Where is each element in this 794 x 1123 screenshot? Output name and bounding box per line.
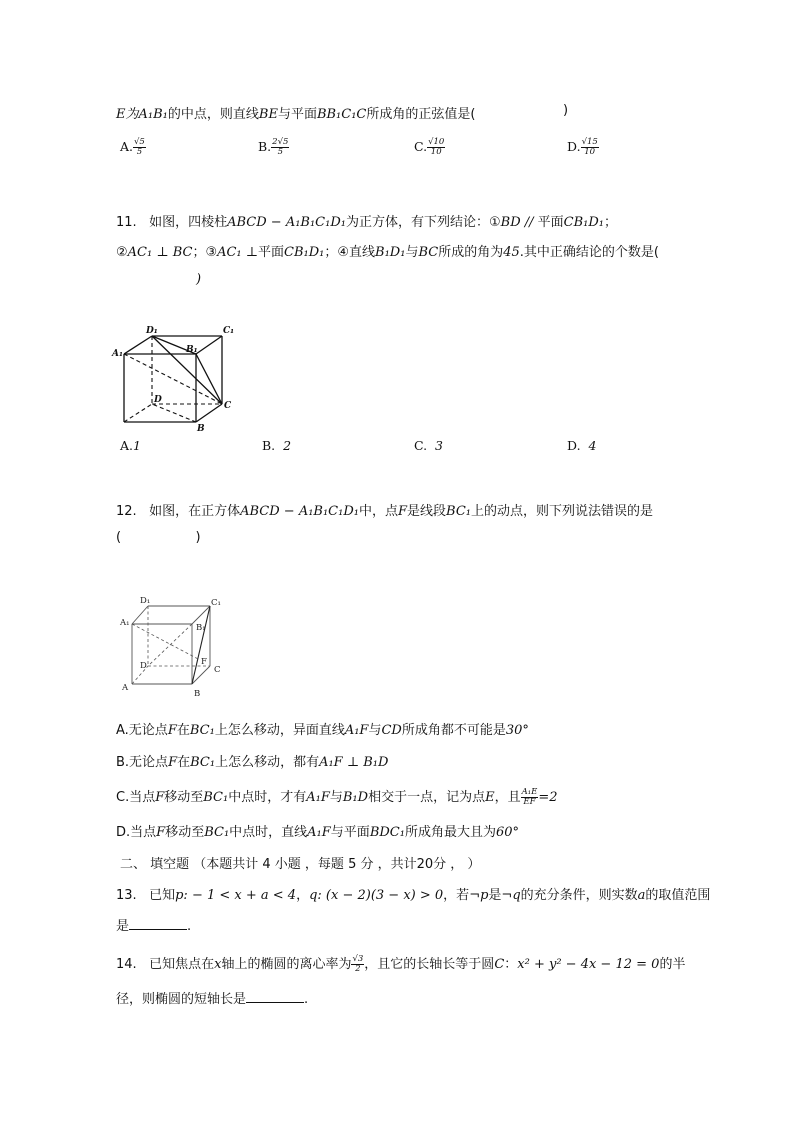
q12-cube-figure xyxy=(118,592,230,700)
hidden-a1-c xyxy=(124,354,222,404)
q10-option-a[interactable]: A. $\frac{√5}{5}$ xyxy=(120,137,145,157)
edge-b1-c1 xyxy=(196,336,222,354)
hidden-a1-f xyxy=(132,624,200,660)
label-d1: D₁ xyxy=(140,596,151,606)
q13-line1: 13. 已知p: − 1 < x + a < 4，q: (x − 2)(3 − x) > 0，若¬p是¬q的充分条件，则实数a的取值范围 xyxy=(116,888,711,903)
q12-option-b[interactable]: B.无论点F在BC₁上怎么移动，都有A₁F ⊥ B₁D xyxy=(116,755,389,770)
q10-option-c[interactable]: C. $\frac{√10}{10}$ xyxy=(414,137,445,157)
hidden-b1-d xyxy=(148,624,192,666)
q12-line1: 12. 如图，在正方体ABCD − A₁B₁C₁D₁中，点F是线段BC₁上的动点，则下列说法错误的是 xyxy=(116,504,654,519)
q10-stem: E为A₁B₁的中点，则直线BE与平面BB₁C₁C所成角的正弦值是( xyxy=(116,107,476,122)
hidden-b-d xyxy=(152,404,196,422)
q12-option-c[interactable]: C.当点F移动至BC₁中点时，才有A₁F与B₁D相交于一点，记为点E，且 $\frac{\text{A₁E}}{EF}$ =2 xyxy=(116,787,558,807)
label-d1: D₁ xyxy=(146,326,158,336)
q14-line1: 14. 已知焦点在x轴上的椭圆的离心率为 $\frac{√3}{2}$ ，且它的长轴长等于圆C：x² + y² − 4x − 12 = 0的半 xyxy=(116,954,686,974)
q14-line2: 径，则椭圆的短轴长是 . xyxy=(116,992,309,1007)
edge-b1-c1 xyxy=(192,606,210,624)
q11-option-a[interactable]: A.1 xyxy=(120,438,141,453)
label-d: D xyxy=(154,395,162,405)
label-c: C xyxy=(224,401,232,411)
q11-option-b[interactable]: B. 2 xyxy=(262,438,292,453)
label-b1: B₁ xyxy=(196,623,206,633)
edge-b-c xyxy=(192,666,210,684)
q14-answer-blank[interactable] xyxy=(246,990,304,1003)
segment-b-c1 xyxy=(192,606,210,684)
hidden-a-d xyxy=(124,404,152,422)
q10-option-d[interactable]: D. $\frac{√15}{10}$ xyxy=(567,137,598,157)
label-a: A xyxy=(122,683,129,693)
section-2-title: 二、 填空题 （本题共计 4 小题 ，每题 5 分 ，共计20分 ， ） xyxy=(120,857,481,872)
label-c: C xyxy=(214,665,221,675)
q13-answer-blank[interactable] xyxy=(129,917,187,930)
label-b1: B₁ xyxy=(186,345,198,355)
q11-cube-figure xyxy=(110,322,240,432)
label-d: D xyxy=(140,661,147,671)
q11-option-c[interactable]: C. 3 xyxy=(414,438,443,453)
edge-b-c xyxy=(196,404,222,422)
label-b: B xyxy=(197,424,205,432)
q10-paren-close: ) xyxy=(563,103,569,118)
q12-option-d[interactable]: D.当点F移动至BC₁中点时，直线A₁F与平面BDC₁所成角最大且为60° xyxy=(116,825,520,840)
q10-option-b[interactable]: B. $\frac{2√5}{5}$ xyxy=(258,137,289,157)
label-c1: C₁ xyxy=(211,598,221,608)
q11-option-d[interactable]: D. 4 xyxy=(567,438,597,453)
q11-line2: ②AC₁ ⊥ BC；③AC₁ ⊥平面CB₁D₁；④直线B₁D₁与BC所成的角为45.其中正确结论的个数是( xyxy=(116,245,659,260)
label-b: B xyxy=(194,689,201,699)
label-f: F xyxy=(201,657,207,667)
label-a1: A₁ xyxy=(112,349,123,359)
diag-b1-c xyxy=(196,354,222,404)
label-a1: A₁ xyxy=(120,618,130,628)
q11-line1: 11. 如图，四棱柱ABCD − A₁B₁C₁D₁为正方体，有下列结论：①BD // 平面CB₁D₁； xyxy=(116,215,618,230)
q12-option-a[interactable]: A.无论点F在BC₁上怎么移动，异面直线A₁F与CD所成角都不可能是30° xyxy=(116,723,529,738)
edge-a1-d1 xyxy=(124,336,152,354)
q13-line2: 是 . xyxy=(116,919,192,934)
label-c1: C₁ xyxy=(223,326,235,336)
q11-paren-close: ) xyxy=(196,272,202,287)
edge-a1-d1 xyxy=(132,606,148,624)
q12-paren: ( ) xyxy=(116,530,201,545)
